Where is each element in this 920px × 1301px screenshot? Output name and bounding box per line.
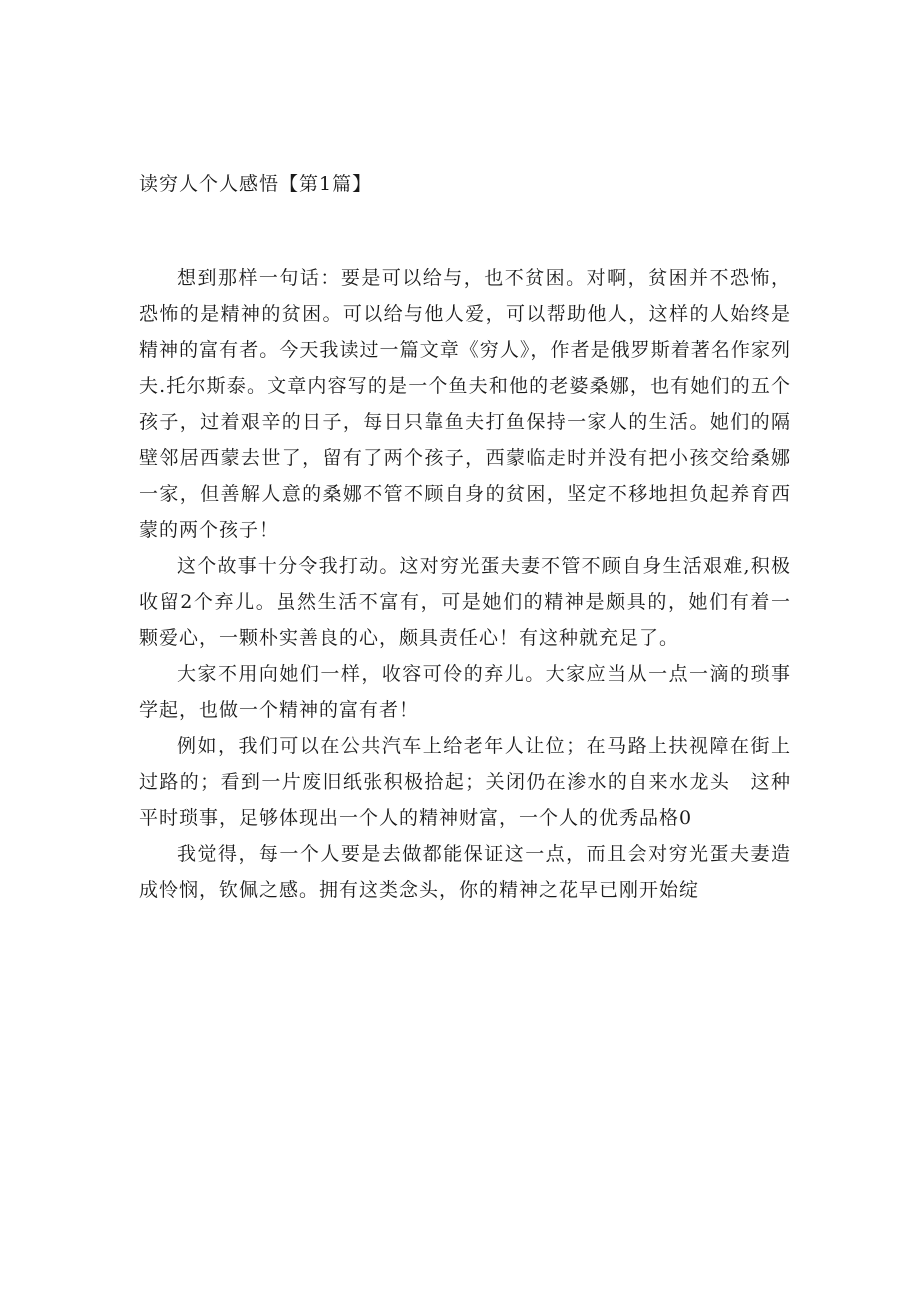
paragraph-2: 这个故事十分令我打动。这对穷光蛋夫妻不管不顾自身生活艰难,积极收留2个弃儿。虽然生活不富有，可是她们的精神是颇具的，她们有着一颗爱心，一颗朴实善良的心，颇具责任心！有这种就充足了。	[139, 555, 791, 649]
paragraph-4: 例如，我们可以在公共汽车上给老年人让位；在马路上扶视障在街上过路的；看到一片废旧纸张积极拾起；关闭仍在渗水的自来水龙头 这种平时琐事，足够体现出一个人的精神财富，一个人的优秀品格0	[139, 735, 791, 829]
paragraph-3: 大家不用向她们一样，收容可伶的弃儿。大家应当从一点一滴的琐事学起，也做一个精神的富有者！	[139, 663, 791, 721]
paragraph-5: 我觉得，每一个人要是去做都能保证这一点，而且会对穷光蛋夫妻造成怜悯，钦佩之感。拥有这类念头，你的精神之花早已刚开始绽	[139, 843, 791, 901]
paragraph-1: 想到那样一句话：要是可以给与，也不贫困。对啊，贫困并不恐怖，恐怖的是精神的贫困。可以给与他人爱，可以帮助他人，这样的人始终是精神的富有者。今天我读过一篇文章《穷人》，作者是俄罗斯着著名作家列夫.托尔斯泰。文章内容写的是一个鱼夫和他的老婆桑娜，也有她们的五个孩子，过着艰辛的日子，每日只靠鱼夫打鱼保持一家人的生活。她们的隔壁邻居西蒙去世了，留有了两个孩子，西蒙临走时并没有把小孩交给桑娜一家，但善解人意的桑娜不管不顾自身的贫困，坚定不移地担负起养育西蒙的两个孩子！	[139, 267, 791, 541]
document-title: 读穷人个人感悟【第1篇】	[139, 173, 373, 195]
document-body	[139, 260, 791, 908]
